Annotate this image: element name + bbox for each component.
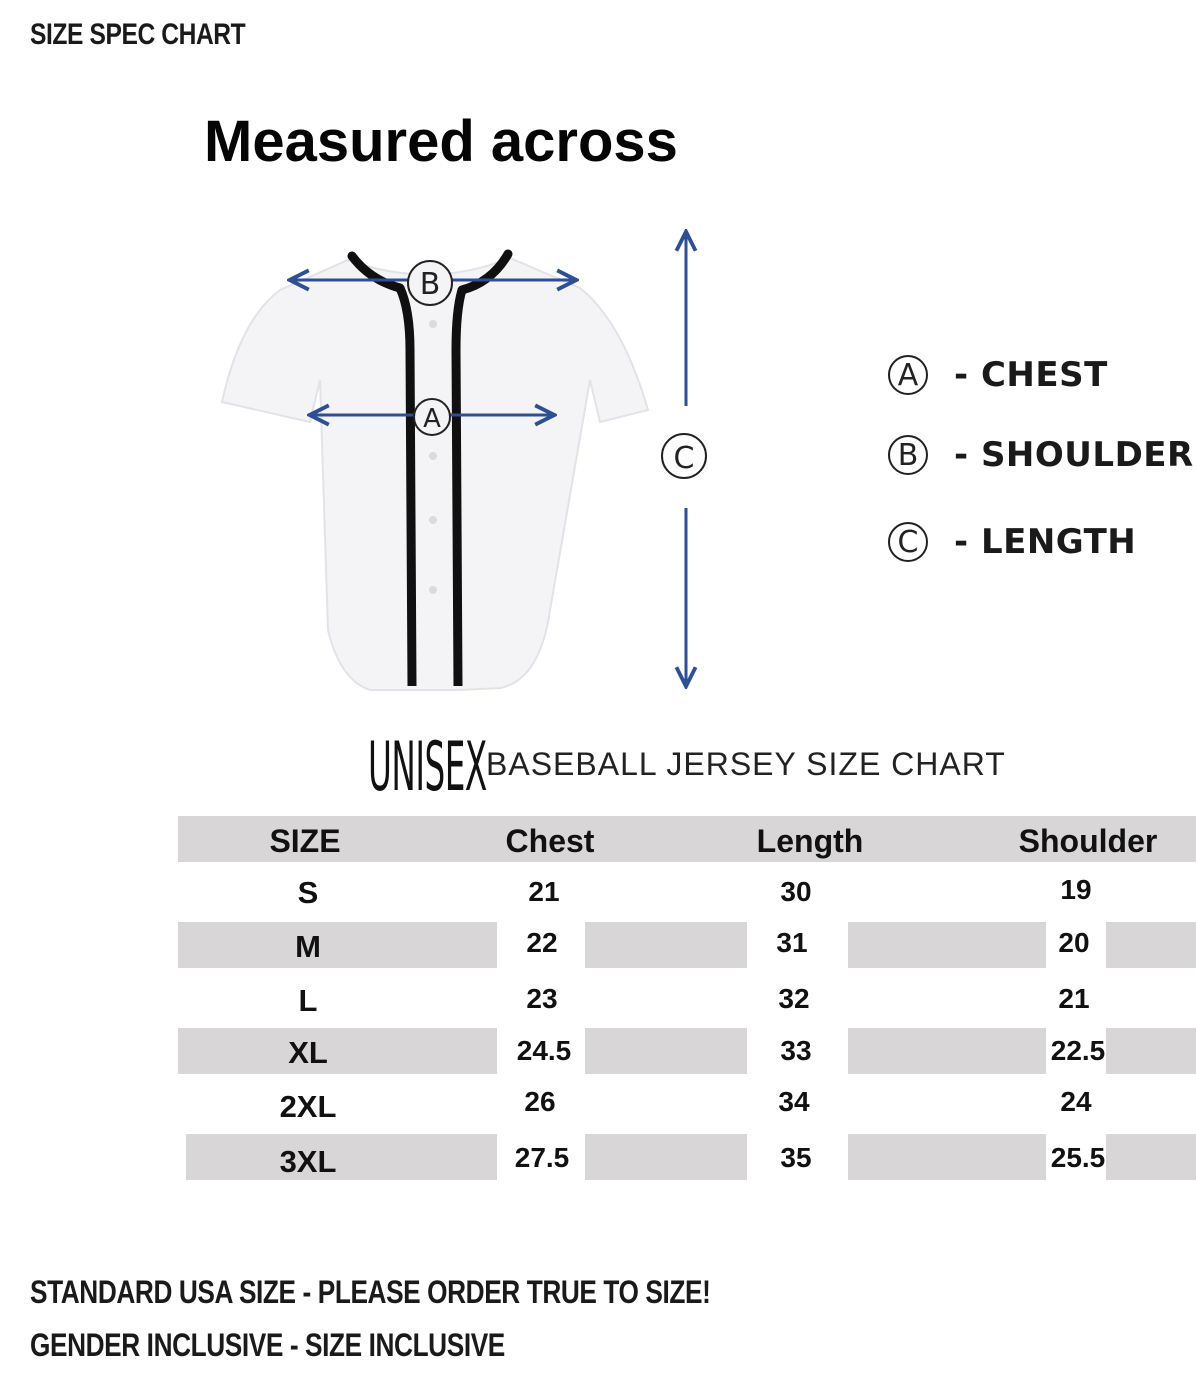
- table-cell-length: 34: [778, 1086, 810, 1117]
- table-cell-length: 30: [780, 876, 812, 907]
- table-cell-length: 31: [776, 927, 808, 958]
- marker-a-letter: A: [423, 404, 441, 434]
- table-cell-chest: 27.5: [514, 1142, 570, 1173]
- legend-label-shoulder: - SHOULDER: [954, 435, 1194, 475]
- column-header-length: Length: [756, 823, 864, 859]
- footer-note-sizing: STANDARD USA SIZE - PLEASE ORDER TRUE TO SIZE!: [30, 1274, 711, 1310]
- size-chart-title: BASEBALL JERSEY SIZE CHART: [486, 746, 1006, 782]
- legend-item-shoulder: [888, 430, 1194, 480]
- table-cell-shoulder: 22.5: [1050, 1035, 1106, 1066]
- table-cell-shoulder: 20: [1058, 927, 1090, 958]
- table-cell-chest: 24.5: [516, 1035, 572, 1066]
- row-band: [848, 1134, 1046, 1180]
- unisex-label: UNISEX: [368, 728, 487, 807]
- legend-item-chest: [888, 350, 1108, 400]
- table-cell-size: S: [297, 875, 319, 910]
- column-header-size: SIZE: [269, 823, 341, 859]
- legend-label-chest: - CHEST: [954, 355, 1108, 395]
- table-cell-size: L: [298, 983, 318, 1018]
- jersey-diagram: [200, 210, 760, 710]
- table-cell-shoulder: 21: [1058, 983, 1090, 1014]
- legend-letter-b: B: [888, 435, 928, 475]
- spec-chart-title: SIZE SPEC CHART: [30, 18, 246, 51]
- legend-item-length: [888, 517, 1136, 567]
- table-cell-shoulder: 24: [1060, 1086, 1092, 1117]
- measured-across-heading: Measured across: [204, 109, 678, 174]
- table-cell-size: XL: [288, 1035, 328, 1070]
- marker-b-letter: B: [419, 267, 441, 302]
- table-cell-chest: 22: [526, 927, 558, 958]
- table-cell-shoulder: 25.5: [1050, 1142, 1106, 1173]
- table-cell-shoulder: 19: [1060, 874, 1092, 905]
- table-cell-size: 3XL: [279, 1144, 337, 1179]
- table-cell-chest: 21: [528, 876, 560, 907]
- table-cell-length: 33: [780, 1035, 812, 1066]
- marker-c-letter: C: [673, 441, 695, 476]
- row-band: [585, 1134, 747, 1180]
- table-cell-chest: 26: [524, 1086, 556, 1117]
- legend-label-length: - LENGTH: [954, 522, 1137, 562]
- row-band: [848, 1028, 1046, 1074]
- column-header-chest: Chest: [505, 823, 595, 859]
- row-band: [585, 922, 747, 968]
- legend-letter-a: A: [888, 355, 928, 395]
- row-band: [848, 922, 1046, 968]
- footer-note-inclusive: GENDER INCLUSIVE - SIZE INCLUSIVE: [30, 1327, 505, 1363]
- table-cell-size: M: [295, 929, 321, 964]
- table-cell-length: 35: [780, 1142, 812, 1173]
- legend-letter-c: C: [888, 522, 928, 562]
- row-band: [585, 1028, 747, 1074]
- table-cell-chest: 23: [526, 983, 558, 1014]
- table-cell-size: 2XL: [279, 1089, 337, 1124]
- table-cell-length: 32: [778, 983, 810, 1014]
- column-header-shoulder: Shoulder: [1018, 823, 1158, 859]
- size-table: [0, 816, 1196, 1186]
